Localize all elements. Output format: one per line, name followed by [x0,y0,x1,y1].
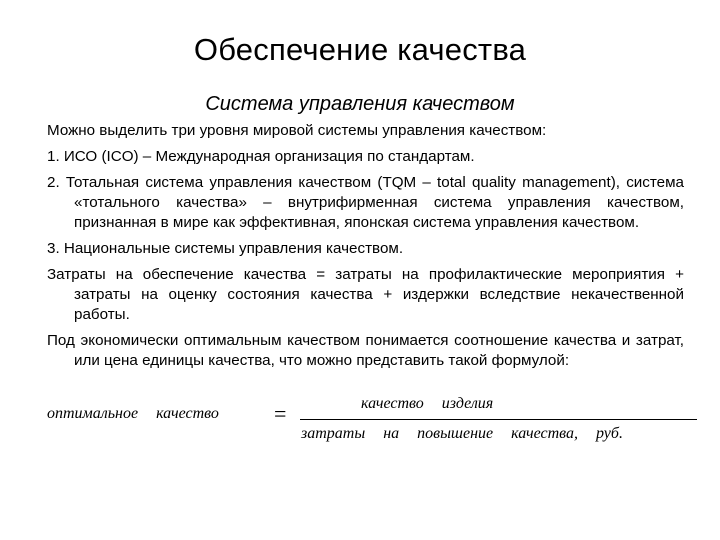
formula-fraction-bar [300,419,697,420]
formula-numerator: качество изделия [361,395,494,412]
paragraph-quality-costs: Затраты на обеспечение качества = затраты на профилактические мероприятия + затраты на оценку состояния качества + издержки вследствие некачественной работы. [47,265,684,323]
slide-body [47,121,684,377]
paragraph-level-2: 2. Тотальная система управления качеством (TQM – total quality management), система «тотального качества» – внутрифирменная система управления качеством, признанная в мире как эффективная, японская система управления качеством. [47,173,684,231]
paragraph-intro: Можно выделить три уровня мировой системы управления качеством: [47,122,547,139]
slide-subtitle: Система управления качеством [205,93,515,115]
paragraph-level-3: 3. Национальные системы управления качеством. [47,239,404,257]
formula-denominator: затраты на повышение качества, руб. [301,425,623,442]
paragraph-optimal-quality: Под экономически оптимальным качеством понимается соотношение качества и затрат, или цена единицы качества, что можно представить такой формулой: [47,331,684,369]
paragraph-level-1: 1. ИСО (ICO) – Международная организация по стандартам. [47,147,475,165]
quality-formula [47,392,699,452]
formula-lhs: оптимальное качество [47,405,219,422]
formula-equals: = [274,401,287,426]
slide-title: Обеспечение качества [193,32,527,67]
